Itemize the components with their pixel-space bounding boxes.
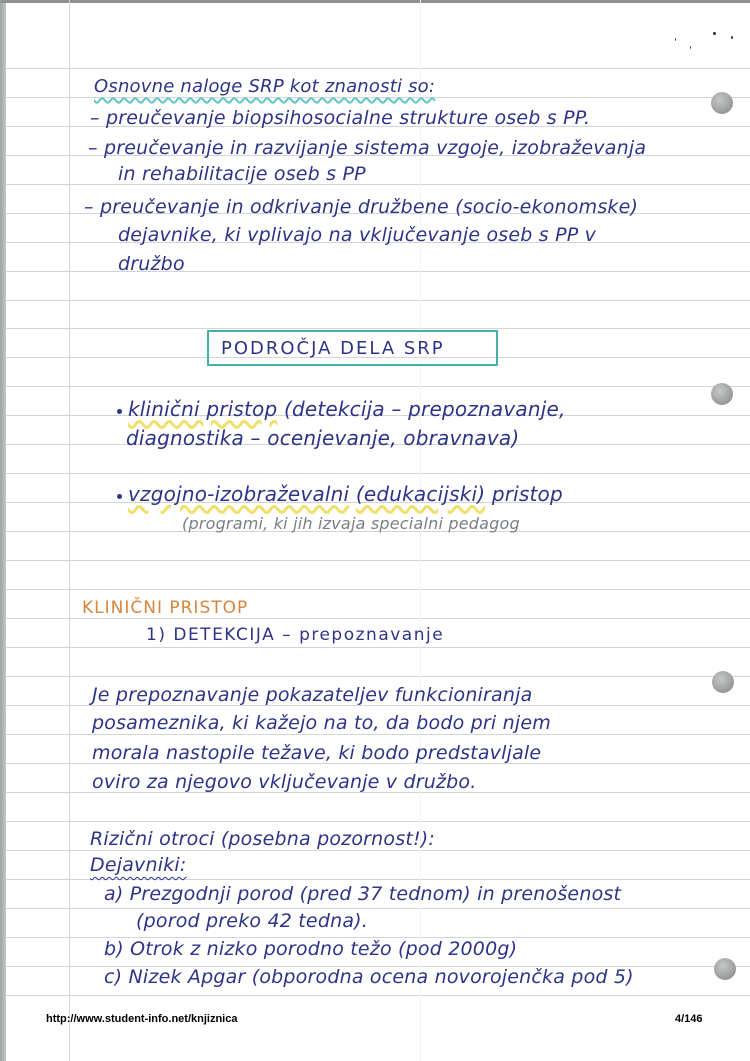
factor-a: a) Prezgodnji porod (pred 37 tednom) in prenošenost — [104, 883, 622, 905]
paragraph-line: Je prepoznavanje pokazateljev funkcioniranja — [92, 684, 533, 706]
rule-line — [6, 908, 750, 909]
pencil-note: (programi, ki jih izvaja specialni pedagog — [182, 514, 520, 533]
scan-speck — [731, 36, 733, 39]
binder-hole — [711, 383, 733, 405]
binder-hole — [711, 92, 733, 114]
rule-line — [6, 386, 750, 387]
rule-line — [6, 995, 750, 996]
bullet-item-continuation: diagnostika – ocenjevanje, obravnava) — [126, 426, 520, 450]
rule-line — [6, 473, 750, 474]
paragraph-line: oviro za njegovo vključevanje v družbo. — [92, 771, 477, 793]
footer-url: http://www.student-info.net/knjiznica — [46, 1013, 238, 1025]
rule-line — [6, 300, 750, 301]
scan-speck — [690, 46, 691, 49]
bullet-dot — [117, 494, 122, 499]
list-item-continuation: družbo — [118, 253, 185, 275]
scan-speck — [713, 32, 716, 35]
rule-line — [6, 850, 750, 851]
risk-children-line: Rizični otroci (posebna pozornost!): — [90, 828, 436, 850]
boxed-title-text: PODROČJA DELA SRP — [221, 338, 445, 359]
list-item: – preučevanje in odkrivanje družbene (socio-ekonomske) — [84, 196, 639, 218]
rule-line — [6, 647, 750, 648]
section-title: KLINIČNI PRISTOP — [82, 598, 249, 618]
page-top-edge — [0, 0, 750, 3]
list-item: – preučevanje in razvijanje sistema vzgoje, izobraževanja — [88, 137, 647, 159]
rule-line — [6, 328, 750, 329]
rule-line — [6, 734, 750, 735]
scan-speck — [675, 38, 676, 41]
paragraph-line: morala nastopile težave, ki bodo predstavljale — [92, 742, 542, 764]
factor-b: b) Otrok z nizko porodno težo (pod 2000g) — [104, 938, 518, 960]
paragraph-line: posameznika, ki kažejo na to, da bodo pri njem — [92, 712, 551, 734]
factor-c: c) Nizek Apgar (obporodna ocena novorojenčka pod 5) — [104, 966, 634, 988]
intro-heading: Osnovne naloge SRP kot znanosti so: — [94, 76, 436, 97]
list-item: – preučevanje biopsihosocialne strukture oseb s PP. — [90, 107, 591, 129]
binder-hole — [712, 671, 734, 693]
list-item-continuation: in rehabilitacije oseb s PP — [118, 163, 366, 185]
rule-line — [6, 97, 750, 98]
bullet-item-educational: vzgojno-izobraževalni (edukacijski) pristop — [128, 482, 563, 506]
rule-line — [6, 879, 750, 880]
highlighted-term: klinični pristop — [128, 397, 278, 421]
rule-line — [6, 589, 750, 590]
rule-line — [6, 560, 750, 561]
rule-line — [6, 676, 750, 677]
page-number: 4/146 — [675, 1013, 703, 1025]
margin-line — [69, 0, 70, 1061]
rule-line — [6, 618, 750, 619]
rule-line — [6, 821, 750, 822]
highlighted-term: vzgojno-izobraževalni — [128, 482, 350, 506]
factors-label: Dejavniki: — [90, 854, 187, 876]
rule-line — [6, 68, 750, 69]
factor-a-continuation: (porod preko 42 tedna). — [136, 910, 369, 932]
bullet-dot — [117, 409, 122, 414]
subsection-title: 1) DETEKCIJA – prepoznavanje — [146, 625, 445, 645]
boxed-title — [207, 330, 498, 366]
list-item-continuation: dejavnike, ki vplivajo na vključevanje oseb s PP v — [118, 224, 597, 246]
bullet-item-clinical: klinični pristop (detekcija – prepoznavanje, — [128, 397, 566, 421]
highlighted-term: (edukacijski) — [355, 482, 486, 506]
binder-hole — [714, 958, 736, 980]
